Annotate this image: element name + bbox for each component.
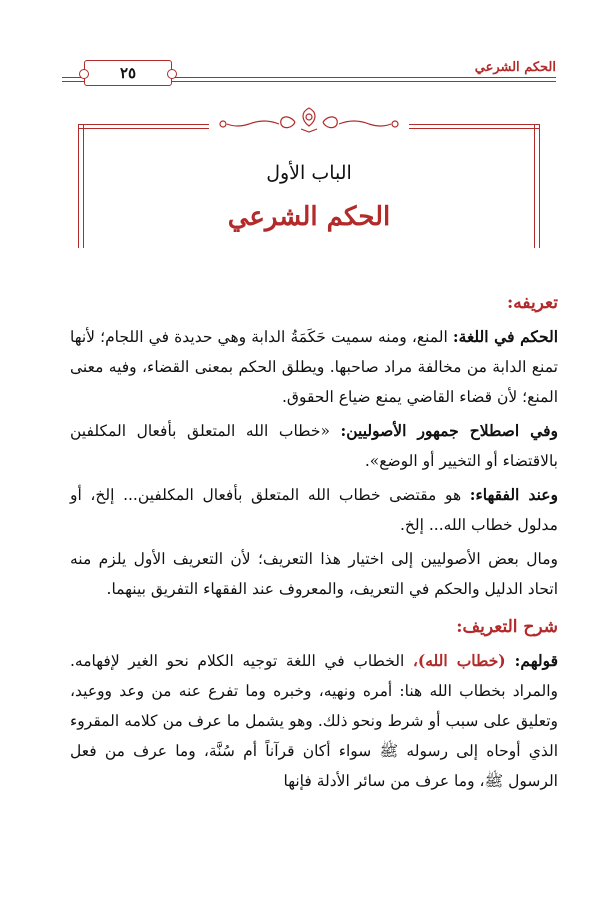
paragraph-khitab <box>70 646 558 796</box>
running-header-title: الحكم الشرعي <box>467 60 556 75</box>
paragraph-text: الخطاب في اللغة توجيه الكلام نحو الغير لإفهامه. والمراد بخطاب الله هنا: أمره ونهيه، وخبره وما تفرع عنه من وعد ووعيد، وتعليق على سبب أو شرط ونحو ذلك. وهو يشمل ما عرف من كلامه المقروء الذي أوحاه إلى رسوله ﷺ سواء أكان قرآناً أم سُنَّة، وما عرف من فعل الرسول ﷺ، وما عرف من سائر الأدلة فإنها <box>70 652 558 790</box>
ornament-icon <box>209 104 409 134</box>
quoted-term: (خطاب الله)، <box>412 651 515 670</box>
paragraph-lead: وعند الفقهاء: <box>469 485 558 504</box>
paragraph-lead: الحكم في اللغة: <box>452 327 558 346</box>
paragraph-lead: وفي اصطلاح جمهور الأصوليين: <box>340 421 558 440</box>
paragraph-text: هو مقتضى خطاب الله المتعلق بأفعال المكلفين... إلخ، أو مدلول خطاب الله... إلخ. <box>70 486 558 534</box>
section-heading-definition: تعريفه: <box>506 293 558 313</box>
paragraph-lead: قولهم: <box>514 651 558 670</box>
paragraph-fuqaha <box>70 480 558 540</box>
chapter-frame <box>78 118 540 248</box>
paragraph-text: ومال بعض الأصوليين إلى اختيار هذا التعريف؛ لأن التعريف الأول يلزم منه اتحاد الدليل والحكم في التعريف، والمعروف عند الفقهاء التفريق بينهما. <box>70 550 558 598</box>
page-number: ٢٥ <box>84 60 172 86</box>
chapter-title: الحكم الشرعي <box>227 202 391 232</box>
page-content <box>70 288 558 800</box>
running-header <box>62 58 556 88</box>
section-heading-explanation: شرح التعريف: <box>456 617 558 637</box>
paragraph-linguistic <box>70 322 558 412</box>
paragraph-usuli <box>70 416 558 476</box>
chapter-label: الباب الأول <box>266 162 352 184</box>
paragraph-text: المنع، ومنه سميت حَكَمَةُ الدابة وهي حديدة في اللجام؛ لأنها تمنع الدابة من مخالفة مراد صاحبها. ويطلق الحكم بمعنى القضاء، وفيه معنى المنع؛ لأن قضاء القاضي يمنع ضياع الحقوق. <box>70 328 558 406</box>
paragraph-text: «خطاب الله المتعلق بأفعال المكلفين بالاقتضاء أو التخيير أو الوضع». <box>70 422 558 470</box>
paragraph-preference <box>70 544 558 604</box>
